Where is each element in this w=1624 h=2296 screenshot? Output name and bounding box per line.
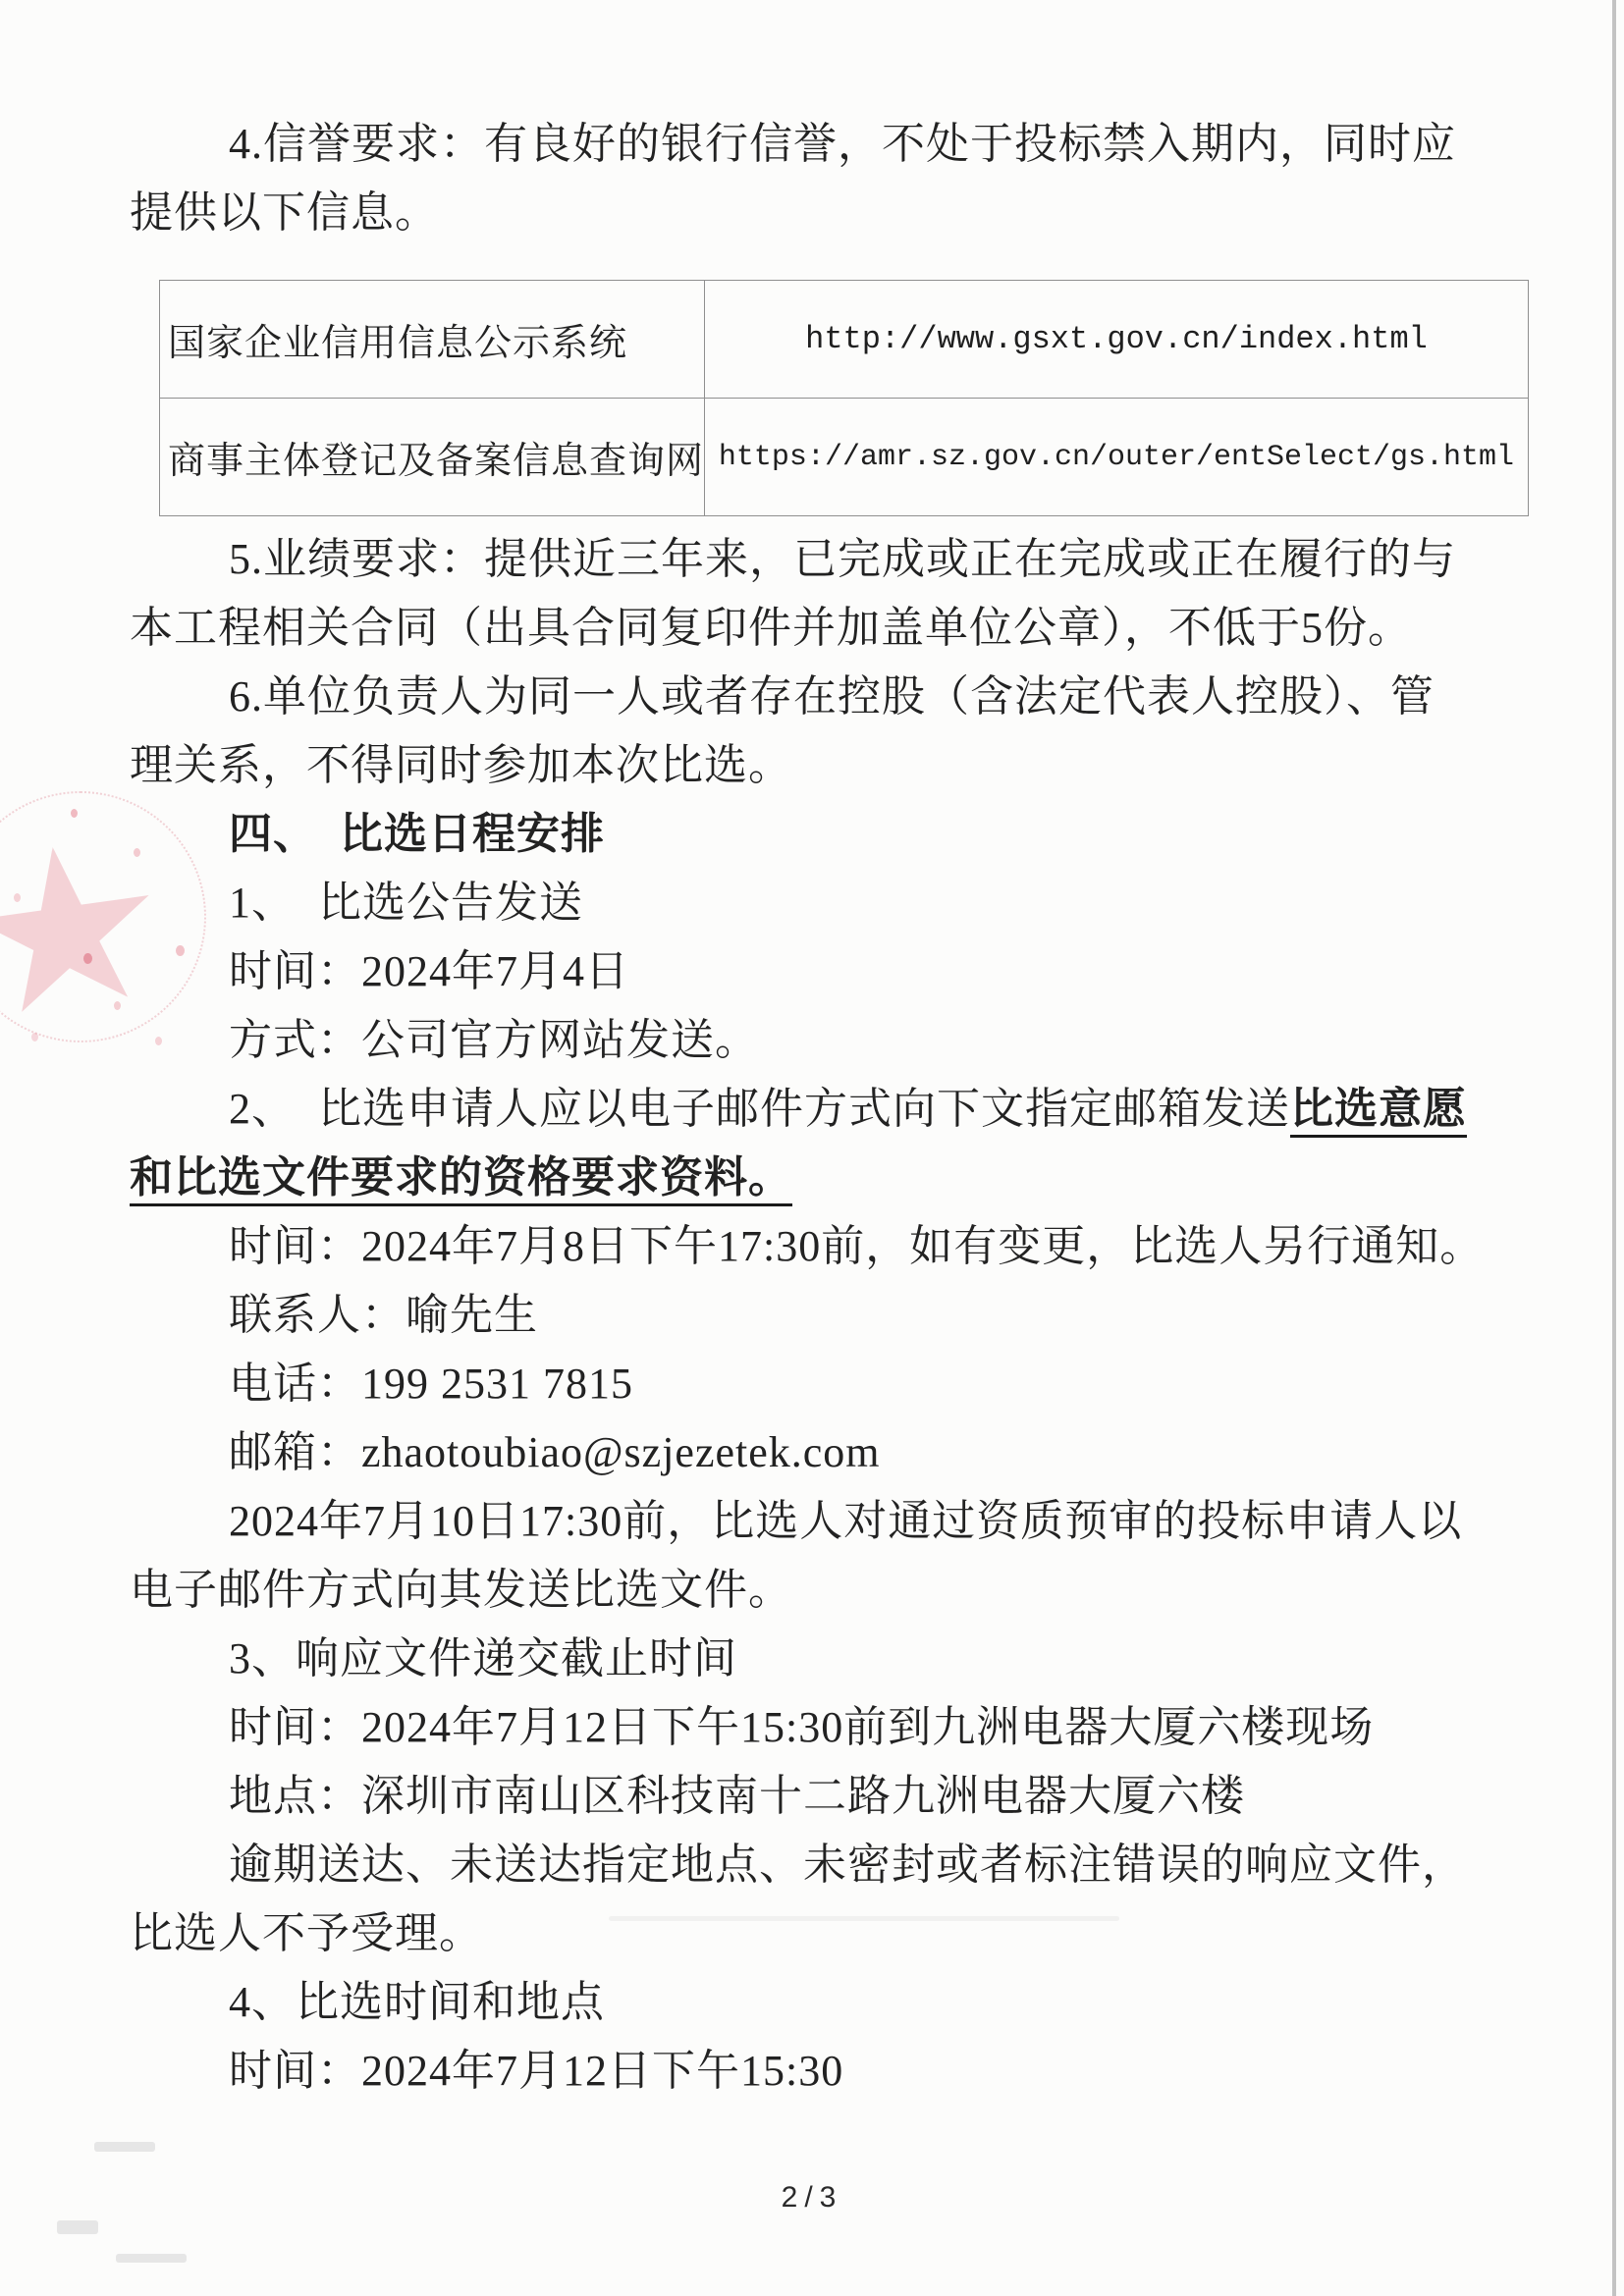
section-heading-schedule: 四、 比选日程安排 xyxy=(229,810,605,858)
table-cell-registry-url: https://amr.sz.gov.cn/outer/entSelect/gs.html xyxy=(705,399,1529,516)
page-number: 2/3 xyxy=(781,2181,843,2214)
scan-smudge xyxy=(57,2220,98,2234)
schedule-item3-title: 3、响应文件递交截止时间 xyxy=(229,1634,737,1682)
schedule-item1-method: 方式：公司官方网站发送。 xyxy=(229,1016,759,1064)
schedule-item4-time: 时间：2024年7月12日下午15:30 xyxy=(229,2047,844,2095)
table-cell-registry-name: 商事主体登记及备案信息查询网 xyxy=(160,399,705,516)
para-performance-line2: 本工程相关合同（出具合同复印件并加盖单位公章），不低于5份。 xyxy=(130,604,1412,652)
schedule-item3-place: 地点：深圳市南山区科技南十二路九洲电器大厦六楼 xyxy=(229,1772,1245,1820)
table-cell-system-url: http://www.gsxt.gov.cn/index.html xyxy=(705,281,1529,399)
scan-edge-line xyxy=(1612,0,1616,2296)
para-credit-line1: 4.信誉要求：有良好的银行信誉，不处于投标禁入期内，同时应 xyxy=(229,120,1456,168)
item2-emphasis-part2: 和比选文件要求的资格要求资料。 xyxy=(130,1153,792,1206)
table-row xyxy=(160,281,1529,399)
schedule-item3-time: 时间：2024年7月12日下午15:30前到九洲电器大厦六楼现场 xyxy=(229,1703,1375,1751)
table-cell-system-name: 国家企业信用信息公示系统 xyxy=(160,281,705,399)
overdue-line1: 逾期送达、未送达指定地点、未密封或者标注错误的响应文件， xyxy=(229,1841,1466,1889)
scan-smudge xyxy=(116,2254,187,2263)
para-relation-line1: 6.单位负责人为同一人或者存在控股（含法定代表人控股）、管 xyxy=(229,672,1435,721)
contact-email: 邮箱：zhaotoubiao@szjezetek.com xyxy=(229,1428,881,1476)
scan-smudge xyxy=(609,1916,1119,1921)
seal-ink-speckles xyxy=(71,809,78,818)
item2-lead-text: 2、 比选申请人应以电子邮件方式向下文指定邮箱发送 xyxy=(229,1085,1290,1133)
contact-phone: 电话：199 2531 7815 xyxy=(229,1360,633,1408)
schedule-item1-time: 时间：2024年7月4日 xyxy=(229,947,629,995)
para-relation-line2: 理关系，不得同时参加本次比选。 xyxy=(130,741,792,789)
schedule-item1-title: 1、 比选公告发送 xyxy=(229,879,583,927)
para-performance-line1: 5.业绩要求：提供近三年来，已完成或正在完成或正在履行的与 xyxy=(229,535,1456,583)
contact-person: 联系人：喻先生 xyxy=(229,1291,538,1339)
table-row xyxy=(160,399,1529,516)
prequalify-line1: 2024年7月10日17:30前，比选人对通过资质预审的投标申请人以 xyxy=(229,1497,1463,1545)
schedule-item4-title: 4、比选时间和地点 xyxy=(229,1978,605,2026)
document-body xyxy=(130,110,1515,2106)
scan-smudge xyxy=(94,2142,155,2152)
schedule-item2-time: 时间：2024年7月8日下午17:30前，如有变更，比选人另行通知。 xyxy=(229,1222,1485,1270)
schedule-item2-line2 xyxy=(130,1144,1496,1212)
prequalify-line2: 电子邮件方式向其发送比选文件。 xyxy=(130,1566,792,1614)
credit-info-table xyxy=(159,280,1529,516)
item2-emphasis-part1: 比选意愿 xyxy=(1290,1085,1467,1138)
schedule-item2-line1 xyxy=(130,1075,1496,1144)
overdue-line2: 比选人不予受理。 xyxy=(130,1909,483,1957)
para-credit-line2: 提供以下信息。 xyxy=(130,188,439,237)
